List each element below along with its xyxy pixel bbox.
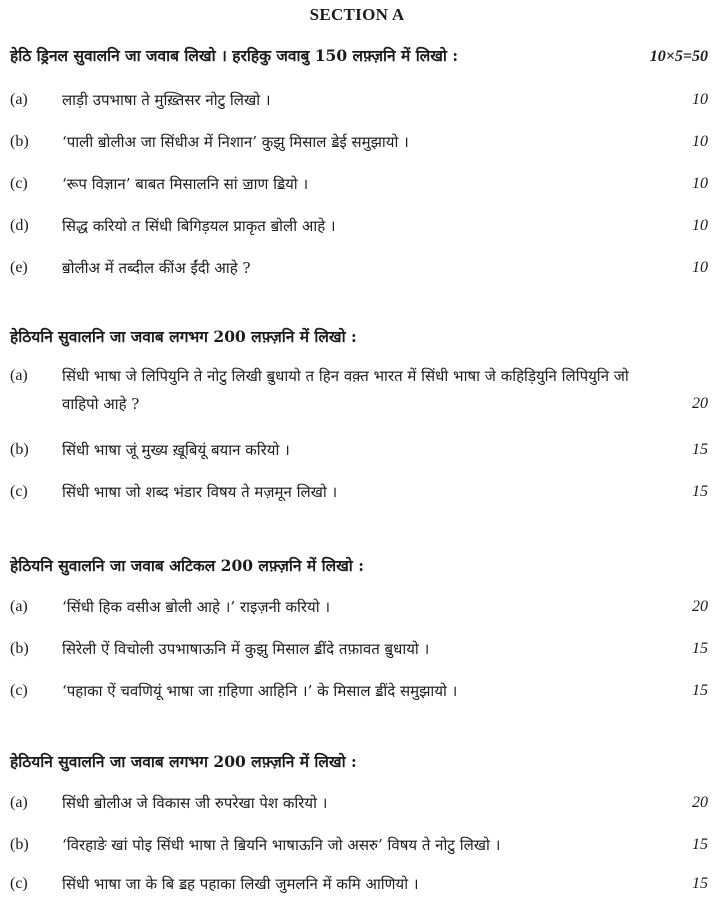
question-3-item-a (10, 593, 708, 621)
item-text: सिरेली ऐं विचोली उपभाषाऊनि में कुझु मिसाल ॾींदे तफ़ावत ॿुधायो । (62, 640, 430, 658)
item-label: (c) (10, 175, 28, 192)
item-marks: 10 (692, 217, 708, 234)
item-label: (a) (10, 794, 28, 811)
question-4-instruction-text: हेठियनि सुवालनि जा जवाब लगभग 200 लफ़्ज़नि में लिखो : (10, 752, 357, 771)
item-marks: 10 (692, 91, 708, 108)
question-4-item-c (10, 870, 708, 898)
item-marks: 15 (692, 875, 708, 892)
question-4-item-a (10, 789, 708, 817)
item-text: ‘रूप विज्ञान’ बाबत मिसालनि सां ॼाण ॾियो । (62, 175, 309, 193)
question-3-instruction (10, 554, 708, 576)
item-label: (a) (10, 91, 28, 108)
item-marks: 20 (692, 598, 708, 615)
question-1-instruction (10, 44, 708, 66)
item-label: (a) (10, 598, 28, 615)
item-text: सिंधी भाषा जो शब्द भंडार विषय ते मज़मून लिखो । (62, 483, 338, 501)
question-2-item-c (10, 478, 708, 506)
question-2-instruction (10, 325, 708, 347)
question-3-item-c (10, 677, 708, 705)
question-4-instruction (10, 750, 708, 772)
item-marks: 10 (692, 133, 708, 150)
item-label: (b) (10, 836, 29, 853)
item-marks: 15 (692, 682, 708, 699)
question-4-item-b (10, 831, 708, 859)
item-text: ‘पहाका ऐं चवणियूं भाषा जा ग़हिणा आहिनि ।’ के मिसाल ॾींदे समुझायो । (62, 682, 458, 700)
item-text: सिंधी ॿोलीअ जे विकास जी रुपरेखा पेश करियो । (62, 794, 328, 812)
question-1-item-b (10, 128, 708, 156)
item-marks: 10 (692, 259, 708, 276)
item-text: सिद्ध करियो त सिंधी बिगिड़यल प्राकृत ॿोली आहे । (62, 217, 336, 235)
item-text: सिंधी भाषा जे लिपियुनि ते नोटु लिखी ॿुधायो त हिन वक़्त भारत में सिंधी भाषा जे कहिड़ियुनि लिपियुनि जो वाहिपो आहे ? (62, 367, 629, 413)
question-2-item-a (10, 362, 708, 418)
item-label: (a) (10, 367, 28, 384)
question-2-item-b (10, 436, 708, 464)
item-text: ‘सिंधी हिक वसीअ ॿोली आहे ।’ राइज़नी करियो । (62, 598, 331, 616)
item-label: (e) (10, 259, 28, 276)
question-2-instruction-text: हेठियनि सुवालनि जा जवाब लगभग 200 लफ़्ज़नि में लिखो : (10, 327, 357, 346)
item-marks: 15 (692, 483, 708, 500)
question-1-item-a (10, 86, 708, 114)
item-label: (b) (10, 441, 29, 458)
item-marks: 20 (692, 395, 708, 412)
question-3-instruction-text: हेठियनि सुवालनि जा जवाब अटिकल 200 लफ़्ज़नि में लिखो : (10, 556, 364, 575)
question-3-item-b (10, 635, 708, 663)
item-text: सिंधी भाषा जूं मुख्य ख़ूबियूं बयान करियो । (62, 441, 290, 459)
item-marks: 15 (692, 640, 708, 657)
item-label: (c) (10, 682, 28, 699)
item-label: (c) (10, 483, 28, 500)
item-marks: 10 (692, 175, 708, 192)
question-1-total-marks: 10×5=50 (649, 48, 708, 65)
item-marks: 20 (692, 794, 708, 811)
question-1-instruction-text: हेठि ड्रिनल सुवालनि जा जवाब लिखो । हरहिकु जवाबु 150 लफ़्ज़नि में लिखो : (10, 46, 459, 65)
item-label: (b) (10, 640, 29, 657)
item-label: (b) (10, 133, 29, 150)
item-label: (c) (10, 875, 28, 892)
item-text: सिंधी भाषा जा के बि ॾह पहाका लिखी जुमलनि में कमि आणियो । (62, 875, 419, 893)
item-text: ॿोलीअ में तब्दील कींअ ईंदी आहे ? (62, 259, 251, 277)
item-text: ‘विरहाङे खां पोइ सिंधी भाषा ते ॿियनि भाषाऊनि जो असरु’ विषय ते नोटु लिखो । (62, 836, 501, 854)
item-text: ‘पाली ॿोलीअ जा सिंधीअ में निशान’ कुझु मिसाल ॾेई समुझायो । (62, 133, 409, 151)
question-1-item-e (10, 254, 708, 282)
item-text: लाड़ी उपभाषा ते मुख़्तिसर नोटु लिखो । (62, 91, 271, 109)
question-1-item-d (10, 212, 708, 240)
section-title: SECTION A (309, 5, 405, 24)
item-marks: 15 (692, 836, 708, 853)
question-1-item-c (10, 170, 708, 198)
item-marks: 15 (692, 441, 708, 458)
item-label: (d) (10, 217, 29, 234)
